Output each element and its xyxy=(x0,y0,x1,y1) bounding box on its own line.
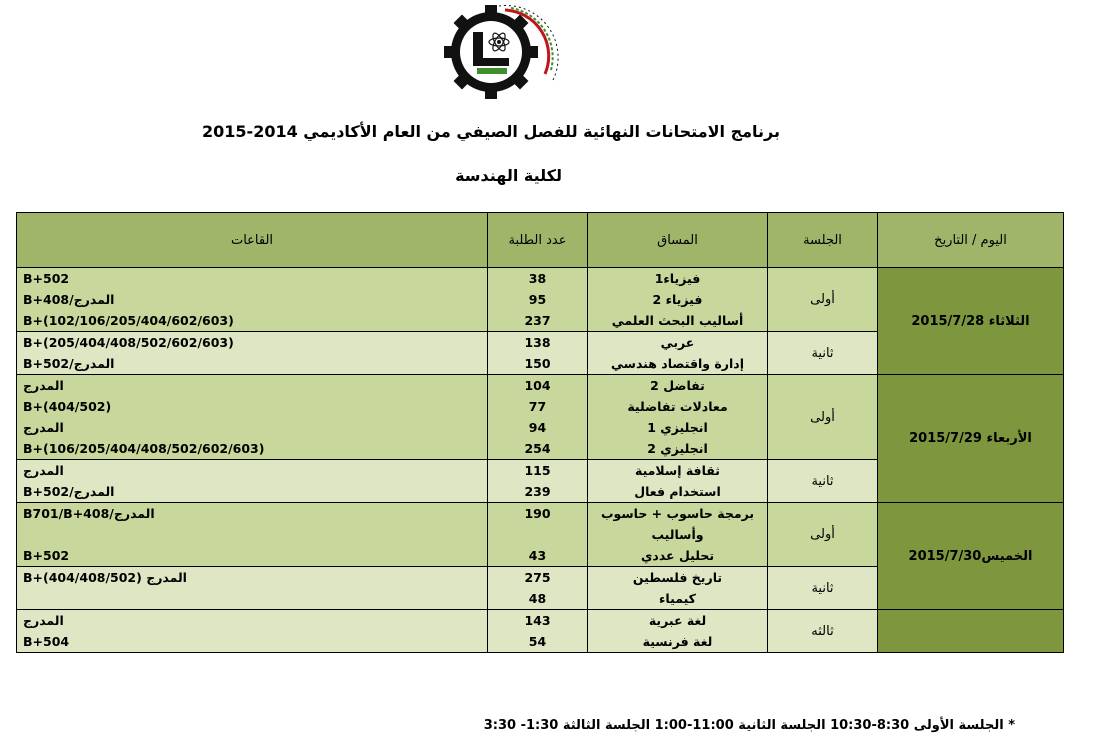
student-count: 237 xyxy=(524,313,551,328)
course-cell xyxy=(588,268,768,332)
students-cell xyxy=(488,610,588,653)
table-row xyxy=(17,503,1064,567)
room-text: B+502/المدرج xyxy=(23,356,115,371)
date-cell: الثلاثاء 2015/7/28 xyxy=(878,268,1064,375)
student-count: 94 xyxy=(528,420,547,435)
course-name: وأساليب xyxy=(651,527,704,542)
course-name: استخدام فعال xyxy=(634,484,721,499)
course-cell xyxy=(588,375,768,460)
student-count: 275 xyxy=(524,570,551,585)
col-header-course: المساق xyxy=(588,213,768,268)
student-count: 150 xyxy=(524,356,551,371)
course-name: لغة فرنسية xyxy=(642,634,713,649)
course-name: لغة عبرية xyxy=(648,613,707,628)
course-cell xyxy=(588,567,768,610)
room-text: المدرج xyxy=(23,420,64,435)
students-cell xyxy=(488,375,588,460)
session-cell: أولى xyxy=(768,503,878,567)
student-count: 143 xyxy=(524,613,551,628)
course-name: عربي xyxy=(660,335,695,350)
course-name: تحليل عددي xyxy=(640,548,715,563)
col-header-rooms: القاعات xyxy=(17,213,488,268)
course-cell xyxy=(588,460,768,503)
student-count: 138 xyxy=(524,335,551,350)
course-name: برمجة حاسوب + حاسوب xyxy=(600,506,755,521)
student-count: 104 xyxy=(524,378,551,393)
room-text: B+502 xyxy=(23,271,70,286)
course-name: معادلات تفاضلية xyxy=(627,399,728,414)
page-subtitle: لكلية الهندسة xyxy=(455,166,562,185)
col-header-session: الجلسة xyxy=(768,213,878,268)
course-name: تاريخ فلسطين xyxy=(632,570,723,585)
students-cell xyxy=(488,460,588,503)
page-title: برنامج الامتحانات النهائية للفصل الصيفي من العام الأكاديمي 2014-2015 xyxy=(202,122,780,141)
course-cell xyxy=(588,610,768,653)
student-count: 254 xyxy=(524,441,551,456)
session-times-footnote: * الجلسة الأولى 8:30-10:30 الجلسة الثانية 11:00-1:00 الجلسة الثالثة 1:30- 3:30 xyxy=(483,718,1015,733)
col-header-students: عدد الطلبة xyxy=(488,213,588,268)
session-cell: ثانية xyxy=(768,460,878,503)
course-name: فيزياء 2 xyxy=(652,292,703,307)
date-cell: الأربعاء 2015/7/29 xyxy=(878,375,1064,503)
rooms-cell xyxy=(17,332,488,375)
table-header-row xyxy=(17,213,1064,268)
student-count xyxy=(494,524,581,545)
course-name: ثقافة إسلامية xyxy=(635,463,720,478)
course-name: أساليب البحث العلمي xyxy=(611,313,744,328)
col-header-date: اليوم / التاريخ xyxy=(878,213,1064,268)
course-name: فيزياء1 xyxy=(654,271,701,286)
room-text: B+(404/502) xyxy=(23,399,112,414)
room-text: B+(106/205/404/408/502/602/603) xyxy=(23,441,265,456)
students-cell xyxy=(488,503,588,567)
room-text: B+(404/408/502) المدرج xyxy=(23,570,187,585)
student-count: 38 xyxy=(528,271,547,286)
course-name: تفاضل 2 xyxy=(650,378,705,393)
session-cell: أولى xyxy=(768,268,878,332)
session-cell: ثانية xyxy=(768,567,878,610)
rooms-cell xyxy=(17,460,488,503)
university-logo-icon xyxy=(443,4,561,104)
session-cell: أولى xyxy=(768,375,878,460)
rooms-cell xyxy=(17,268,488,332)
session-cell: ثالثه xyxy=(768,610,878,653)
table-row xyxy=(17,268,1064,332)
course-cell xyxy=(588,332,768,375)
room-text xyxy=(23,524,481,545)
rooms-cell xyxy=(17,503,488,567)
student-count: 43 xyxy=(528,548,547,563)
student-count: 115 xyxy=(524,463,551,478)
student-count: 48 xyxy=(528,591,547,606)
room-text: B701/B+408/المدرج xyxy=(23,506,155,521)
course-name: إدارة واقتصاد هندسي xyxy=(611,356,744,371)
room-text: B+(102/106/205/404/602/603) xyxy=(23,313,234,328)
room-text xyxy=(23,588,481,609)
course-name: انجليزي 1 xyxy=(647,420,708,435)
room-text: المدرج xyxy=(23,463,64,478)
room-text: المدرج xyxy=(23,378,64,393)
students-cell xyxy=(488,567,588,610)
room-text: B+504 xyxy=(23,634,70,649)
student-count: 239 xyxy=(524,484,551,499)
course-name: كيمياء xyxy=(659,591,696,606)
session-cell: ثانية xyxy=(768,332,878,375)
room-text: B+502/المدرج xyxy=(23,484,115,499)
course-cell xyxy=(588,503,768,567)
students-cell xyxy=(488,332,588,375)
exam-schedule-table xyxy=(16,212,1064,653)
student-count: 95 xyxy=(528,292,547,307)
room-text: B+(205/404/408/502/602/603) xyxy=(23,335,234,350)
student-count: 190 xyxy=(524,506,551,521)
course-name: انجليزي 2 xyxy=(647,441,708,456)
student-count: 54 xyxy=(528,634,547,649)
student-count: 77 xyxy=(528,399,547,414)
table-row xyxy=(17,375,1064,460)
room-text: B+408/المدرج xyxy=(23,292,115,307)
date-cell: الخميس2015/7/30 xyxy=(878,503,1064,610)
table-row xyxy=(17,610,1064,653)
date-cell xyxy=(878,610,1064,653)
room-text: المدرج xyxy=(23,613,64,628)
students-cell xyxy=(488,268,588,332)
rooms-cell xyxy=(17,610,488,653)
rooms-cell xyxy=(17,567,488,610)
room-text: B+502 xyxy=(23,548,70,563)
rooms-cell xyxy=(17,375,488,460)
